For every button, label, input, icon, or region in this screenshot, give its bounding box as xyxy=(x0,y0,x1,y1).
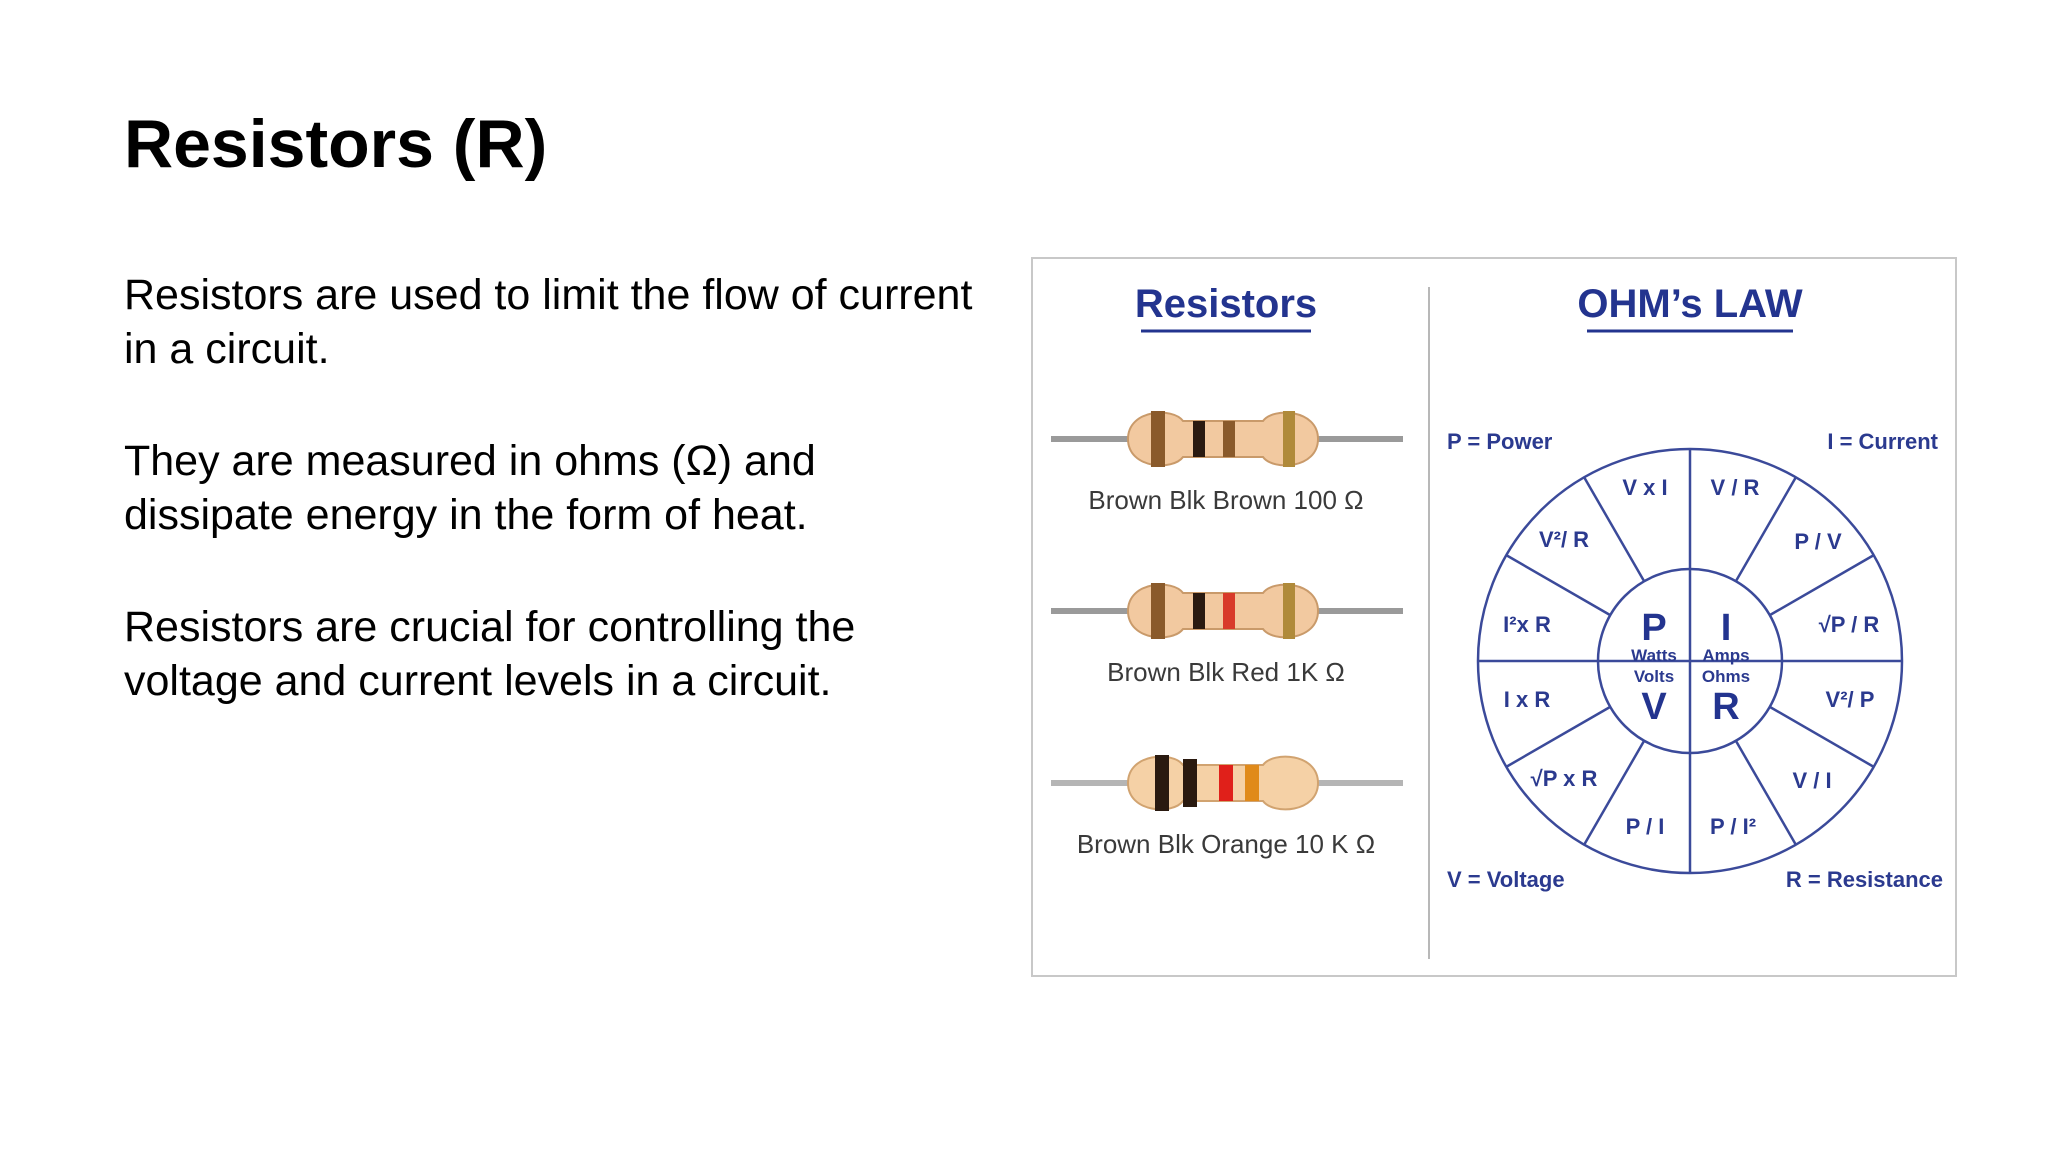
formula-sqrt-p-times-r: √P x R xyxy=(1530,766,1598,791)
center-letter-p: P xyxy=(1641,607,1667,649)
wheel-spoke xyxy=(1770,555,1874,615)
label-voltage: V = Voltage xyxy=(1447,867,1565,892)
resistor-band-2 xyxy=(1193,421,1205,457)
slide-title: Resistors (R) xyxy=(124,106,548,182)
resistor-band-4 xyxy=(1283,583,1295,639)
formula-v2-over-p: V²/ P xyxy=(1825,687,1875,712)
resistor-band-4 xyxy=(1245,765,1259,801)
paragraph-importance: Resistors are crucial for controlling the voltage and current levels in a circuit. xyxy=(124,603,856,705)
wheel-spoke xyxy=(1506,555,1610,615)
figure-svg xyxy=(1033,259,1955,975)
formula-i2-times-r: I²x R xyxy=(1503,612,1551,637)
formula-v-over-r: V / R xyxy=(1710,475,1760,500)
resistor-100-ohm xyxy=(1051,411,1403,515)
wheel-spoke xyxy=(1770,707,1874,767)
resistor-band-1 xyxy=(1151,411,1165,467)
ohms-law-wheel xyxy=(1478,449,1902,873)
center-unit-amps: Amps xyxy=(1702,646,1750,665)
ohms-law-heading: OHM’s LAW xyxy=(1577,282,1803,326)
formula-p-over-v: P / V xyxy=(1794,529,1842,554)
resistor-band-3 xyxy=(1223,421,1235,457)
resistor-label: Brown Blk Brown 100 Ω xyxy=(1088,485,1364,515)
center-letter-r: R xyxy=(1712,686,1740,728)
label-current: I = Current xyxy=(1827,429,1938,454)
center-unit-ohms: Ohms xyxy=(1701,667,1751,686)
wheel-spoke xyxy=(1506,707,1610,767)
label-power: P = Power xyxy=(1447,429,1553,454)
resistor-10k-ohm xyxy=(1051,755,1403,859)
paragraph-units: They are measured in ohms (Ω) and dissipate energy in the form of heat. xyxy=(124,437,816,539)
formula-v-times-i: V x I xyxy=(1622,475,1668,500)
resistor-band-2 xyxy=(1193,593,1205,629)
resistor-band-1 xyxy=(1151,583,1165,639)
resistor-label: Brown Blk Orange 10 K Ω xyxy=(1076,829,1376,859)
formula-i-times-r: I x R xyxy=(1503,687,1551,712)
center-letter-i: I xyxy=(1720,607,1732,649)
center-unit-watts: Watts xyxy=(1631,646,1677,665)
formula-sqrt-p-over-r: √P / R xyxy=(1818,612,1880,637)
paragraph-purpose: Resistors are used to limit the flow of current in a circuit. xyxy=(124,271,973,373)
resistor-band-2 xyxy=(1183,759,1197,807)
resistor-band-3 xyxy=(1223,593,1235,629)
resistor-band-3 xyxy=(1219,765,1233,801)
formula-v2-over-r: V²/ R xyxy=(1538,527,1590,552)
resistor-band-4 xyxy=(1283,411,1295,467)
resistors-ohms-law-figure xyxy=(1031,257,1957,977)
slide-body xyxy=(124,268,984,766)
formula-v-over-i: V / I xyxy=(1792,768,1832,793)
formula-p-over-i2: P / I² xyxy=(1709,814,1757,839)
label-resistance: R = Resistance xyxy=(1785,867,1943,892)
resistor-band-1 xyxy=(1155,755,1169,811)
resistor-1k-ohm xyxy=(1051,583,1403,687)
resistors-heading: Resistors xyxy=(1134,282,1318,326)
formula-p-over-i: P / I xyxy=(1625,814,1665,839)
center-letter-v: V xyxy=(1641,686,1667,728)
center-unit-volts: Volts xyxy=(1633,667,1675,686)
resistor-label: Brown Blk Red 1K Ω xyxy=(1107,657,1345,687)
